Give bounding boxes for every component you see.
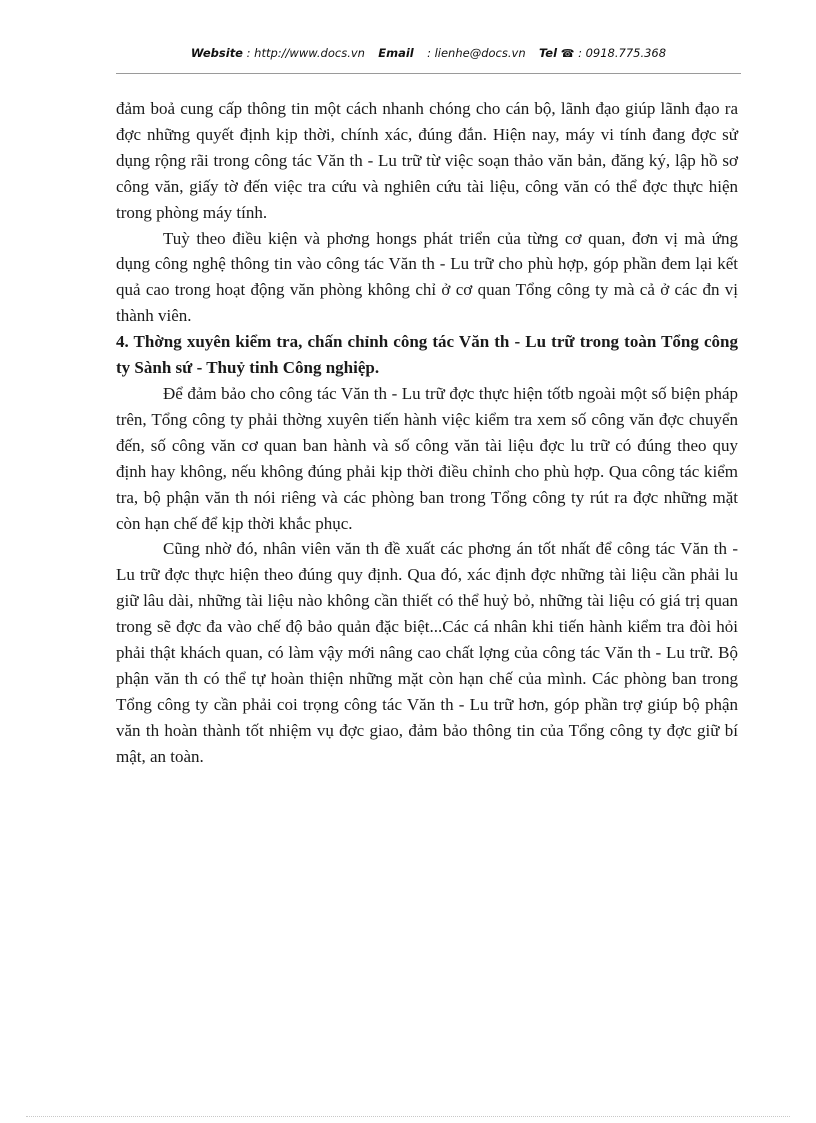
page-header: [116, 46, 741, 60]
website-label: Website: [190, 46, 243, 60]
phone-icon: ☎: [560, 47, 575, 60]
email-link[interactable]: : lienhe@docs.vn: [427, 46, 526, 60]
section-heading: 4. Thờng xuyên kiểm tra, chấn chỉnh công tác Văn th - Lu trữ trong toàn Tổng công ty Sành sứ - Thuỷ tinh Công nghiệp.: [116, 332, 738, 378]
document-body: [116, 96, 738, 770]
tel-number: : 0918.775.368: [578, 46, 667, 60]
website-link[interactable]: : http://www.docs.vn: [246, 46, 365, 60]
tel-label: Tel: [538, 46, 558, 60]
header-divider: [116, 73, 741, 74]
email-label: Email: [378, 46, 414, 60]
paragraph-4: Cũng nhờ đó, nhân viên văn th đề xuất các phơng án tốt nhất để công tác Văn th - Lu trữ đợc thực hiện theo đúng quy định. Qua đó, xác định đợc những tài liệu cần phải lu giữ lâu dài, những tài liệu nào không cần thiết có thể huỷ bỏ, những tài liệu có giá trị quan trong sẽ đợc đa vào chế độ bảo quản đặc biệt...Các cá nhân khi tiến hành kiểm tra đòi hỏi phải thật khách quan, có làm vậy mới nâng cao chất lợng của công tác Văn th - Lu trữ. Bộ phận văn th có thể tự hoàn thiện những mặt còn hạn chế của mình. Các phòng ban trong Tổng công ty cần phải coi trọng công tác Văn th - Lu trữ hơn, góp phần trợ giúp bộ phận văn th hoàn thành tốt nhiệm vụ đợc giao, đảm bảo thông tin của Tổng công ty đợc giữ bí mật, an toàn.: [116, 539, 738, 766]
paragraph-3: Để đảm bảo cho công tác Văn th - Lu trữ đợc thực hiện tốtb ngoài một số biện pháp trên, Tổng công ty phải thờng xuyên tiến hành việc kiểm tra xem số công văn đợc chuyển đến, số công văn cơ quan ban hành và số công văn tài liệu đợc lu trữ có đúng theo quy định hay không, nếu không đúng phải kịp thời điều chỉnh cho phù hợp. Qua công tác kiểm tra, bộ phận văn th nói riêng và các phòng ban trong Tổng công ty rút ra đợc những mặt còn hạn chế để kịp thời khắc phục.: [116, 383, 738, 533]
page-bottom-divider: [26, 1116, 790, 1117]
paragraph-1: đảm boả cung cấp thông tin một cách nhanh chóng cho cán bộ, lãnh đạo giúp lãnh đạo ra đợc những quyết định kịp thời, chính xác, đúng đắn. Hiện nay, máy vi tính đang đợc sử dụng rộng rãi trong công tác Văn th - Lu trữ từ việc soạn thảo văn bản, đăng ký, lập hồ sơ công văn, giấy tờ đến việc tra cứu và nghiên cứu tài liệu, công văn có thể đợc thực hiện trong phòng máy tính.: [116, 99, 738, 222]
paragraph-2: Tuỳ theo điều kiện và phơng hongs phát triển của từng cơ quan, đơn vị mà ứng dụng công nghệ thông tin vào công tác Văn th - Lu trữ cho phù hợp, góp phần đem lại kết quả cao trong hoạt động văn phòng không chỉ ở cơ quan Tổng công ty mà cả ở các đn vị thành viên.: [116, 228, 738, 326]
